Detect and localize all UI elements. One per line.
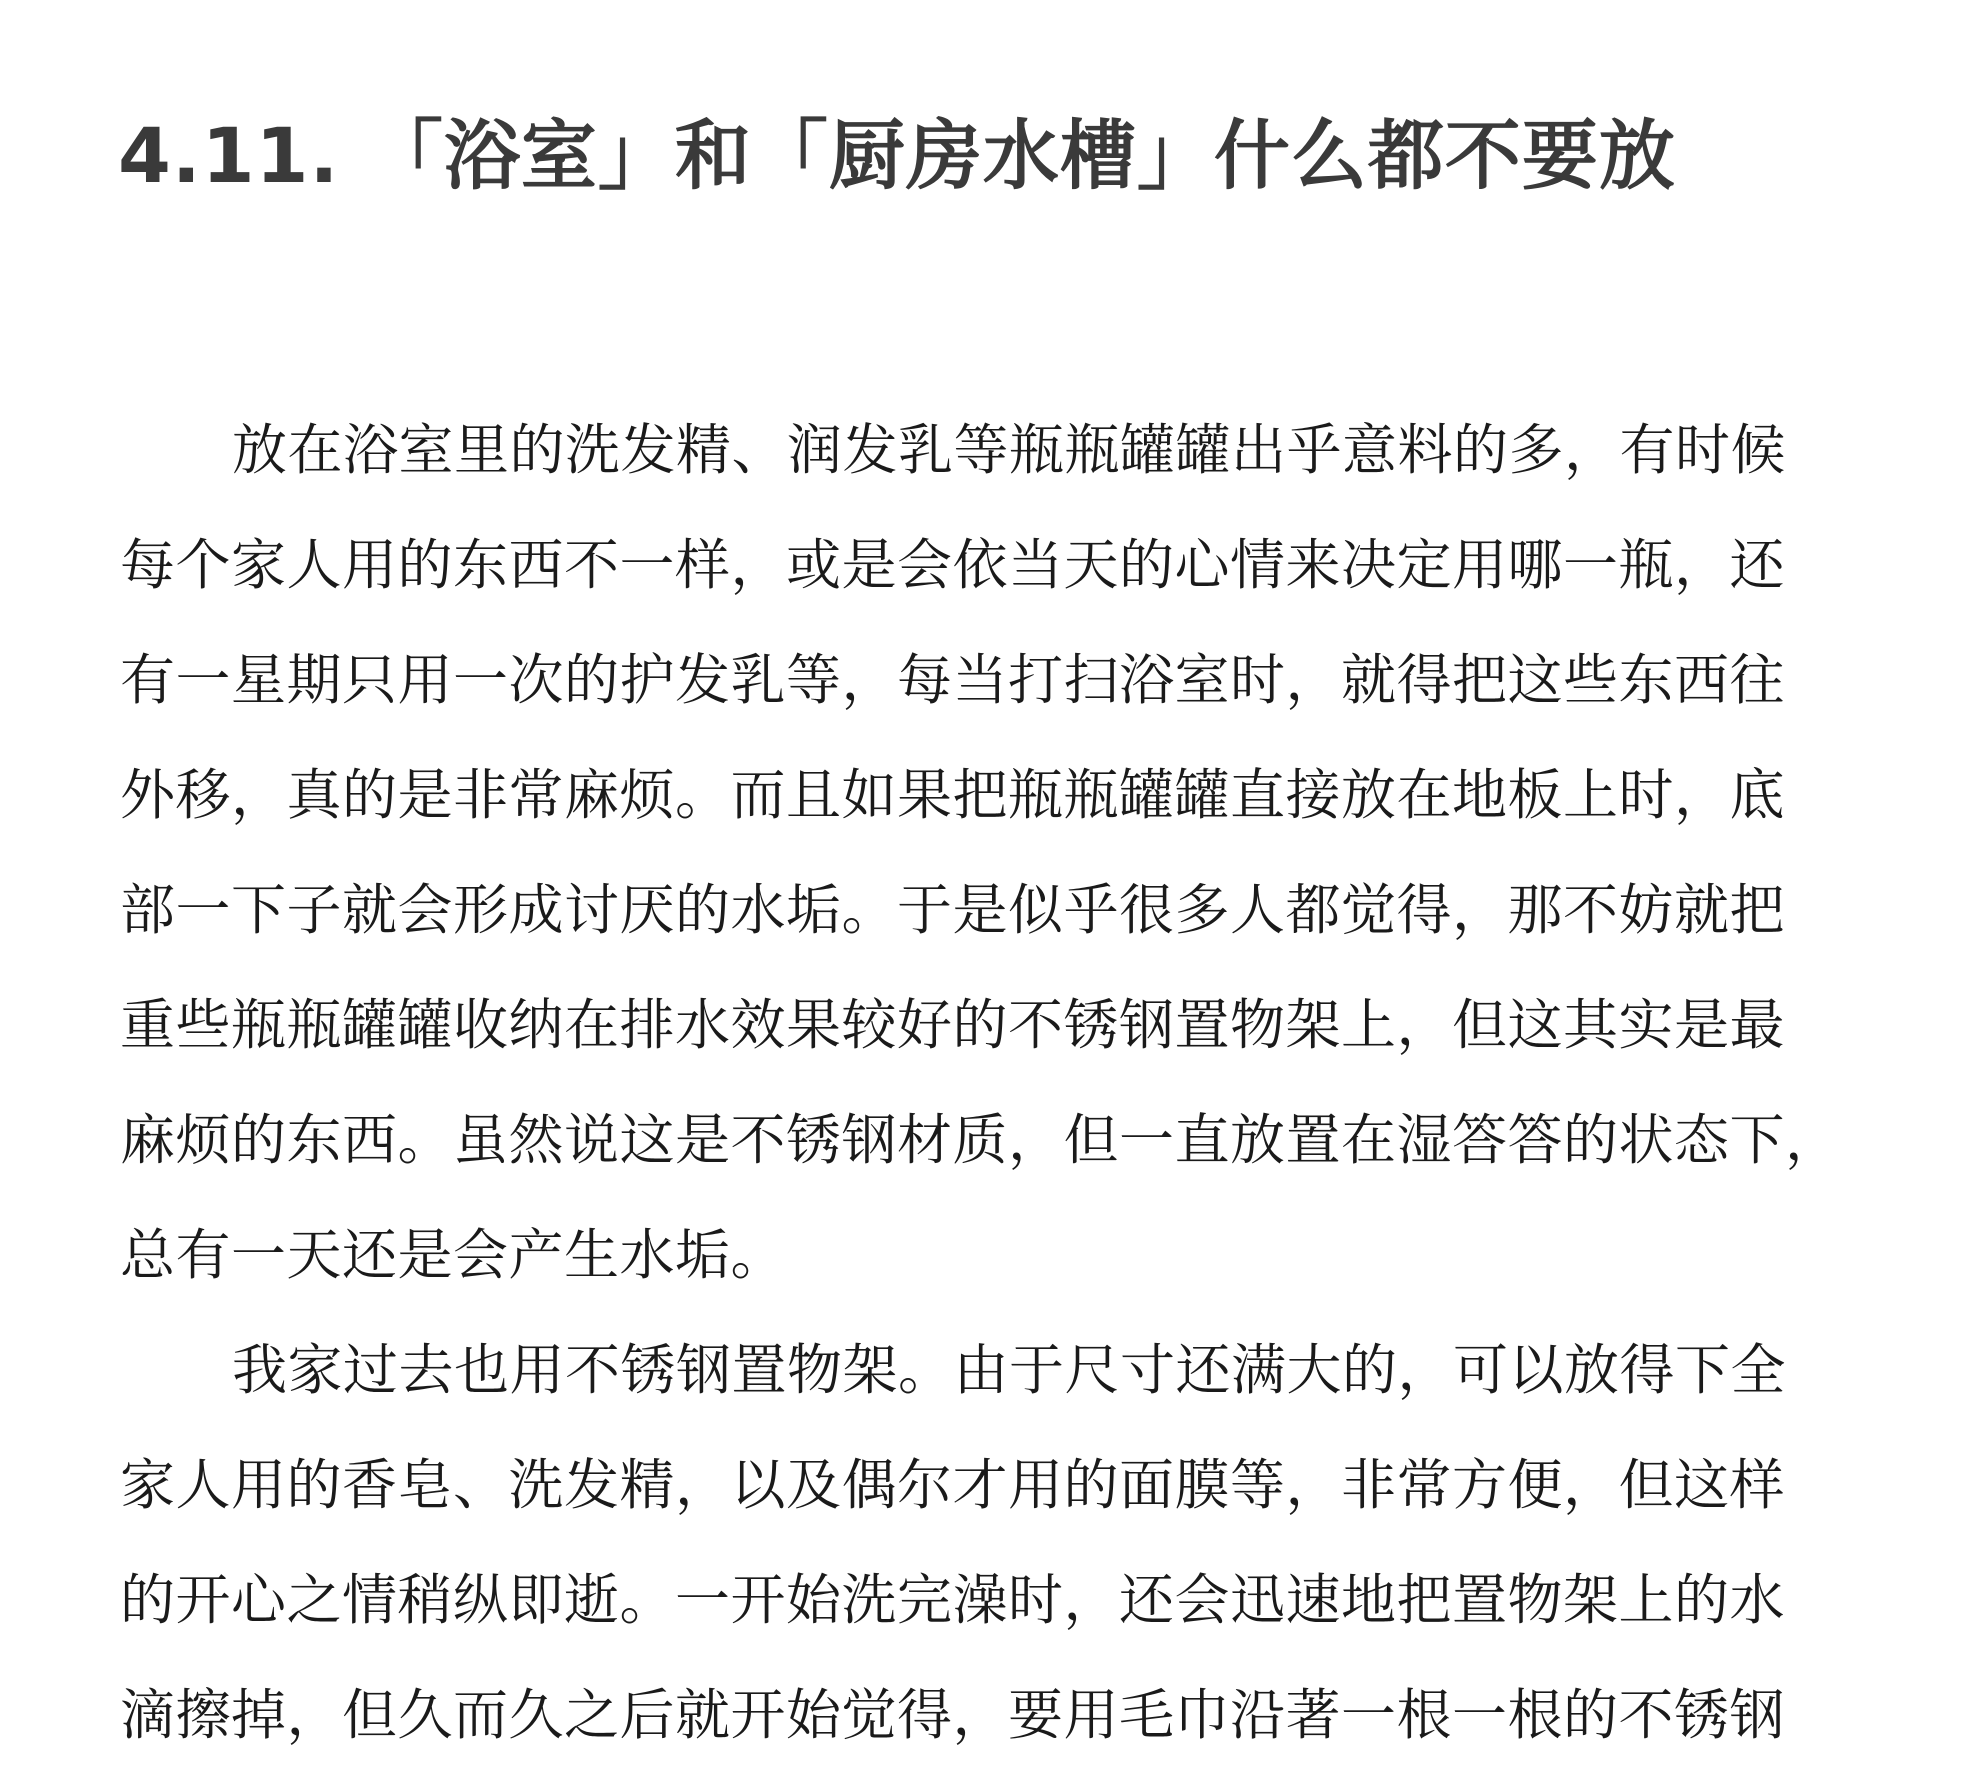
text-line: 麻烦的东西。虽然说这是不锈钢材质，但一直放置在湿答答的状态下，: [120, 1108, 1841, 1172]
text-line: 我家过去也用不锈钢置物架。由于尺寸还满大的，可以放得下全: [232, 1338, 1787, 1402]
text-line: 放在浴室里的洗发精、润发乳等瓶瓶罐罐出乎意料的多，有时候: [232, 418, 1787, 482]
text-line: 家人用的香皂、洗发精，以及偶尔才用的面膜等，非常方便，但这样: [120, 1453, 1786, 1517]
text-line: 外移，真的是非常麻烦。而且如果把瓶瓶罐罐直接放在地板上时，底: [120, 763, 1786, 827]
text-line: 滴擦掉，但久而久之后就开始觉得，要用毛巾沿著一根一根的不锈钢: [120, 1683, 1786, 1747]
text-line: 的开心之情稍纵即逝。一开始洗完澡时，还会迅速地把置物架上的水: [120, 1568, 1786, 1632]
text-line: 有一星期只用一次的护发乳等，每当打扫浴室时，就得把这些东西往: [120, 648, 1786, 712]
paragraph-2: [120, 1313, 1860, 1773]
text-line: 重些瓶瓶罐罐收纳在排水效果较好的不锈钢置物架上，但这其实是最: [120, 993, 1786, 1057]
text-line: 每个家人用的东西不一样，或是会依当天的心情来决定用哪一瓶，还: [120, 533, 1786, 597]
section-title: 4.11. 「浴室」和「厨房水槽」什么都不要放: [118, 111, 1676, 200]
paragraph-1: [120, 393, 1860, 1313]
text-line: 部一下子就会形成讨厌的水垢。于是似乎很多人都觉得，那不妨就把: [120, 878, 1786, 942]
text-line: 总有一天还是会产生水垢。: [120, 1223, 787, 1287]
